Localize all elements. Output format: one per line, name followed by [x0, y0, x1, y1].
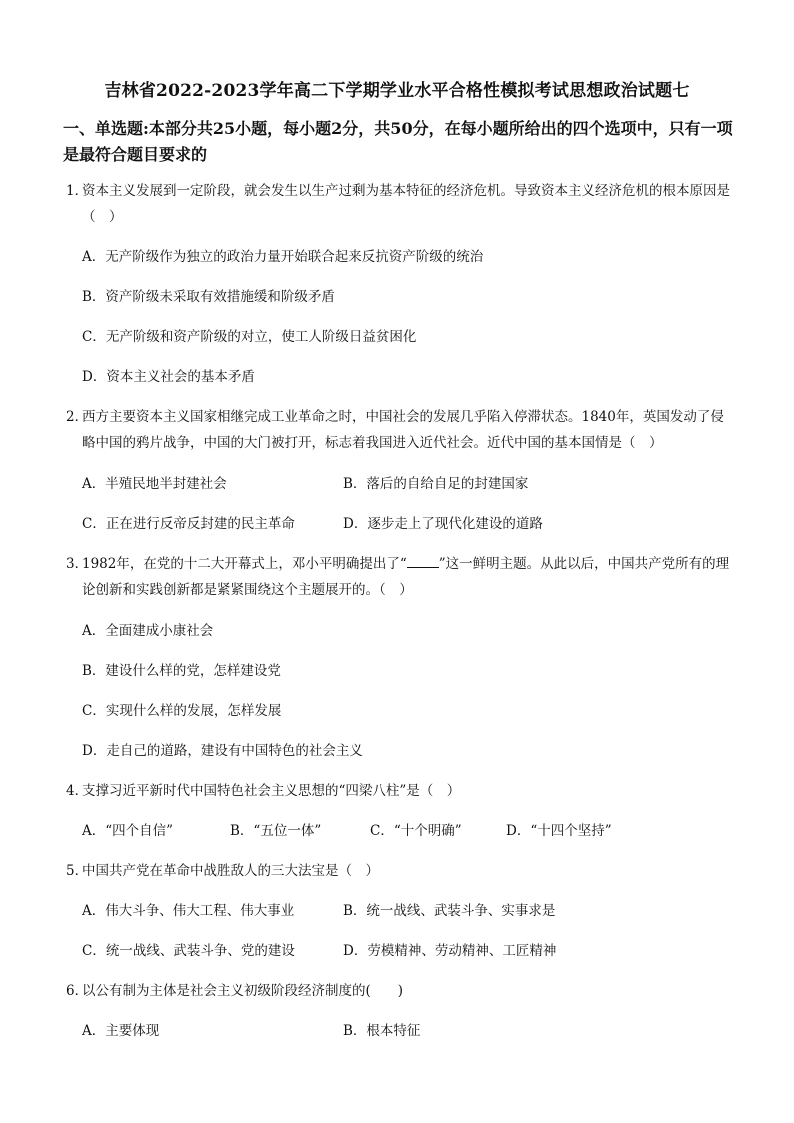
option-c: C．无产阶级和资产阶级的对立，使工人阶级日益贫困化 [82, 329, 417, 345]
option-a: A．无产阶级作为独立的政治力量开始联合起来反抗资产阶级的统治 [82, 249, 484, 265]
option-b: B．根本特征 [343, 1023, 421, 1039]
question-3 [66, 551, 736, 603]
question-stem: 以公有制为主体是社会主义初级阶段经济制度的( ) [82, 983, 404, 999]
option-a: A．主要体现 [82, 1023, 160, 1039]
option-b: B．落后的自给自足的封建国家 [343, 476, 529, 492]
option-b: B．统一战线、武装斗争、实事求是 [343, 903, 556, 919]
option-c: C．“十个明确” [370, 823, 462, 839]
option-d: D．“十四个坚持” [506, 823, 612, 839]
question-number: 1． [66, 183, 89, 199]
question-stem [66, 551, 736, 603]
question-stem: 西方主要资本主义国家相继完成工业革命之时，中国社会的发展几乎陷入停滞状态。1840年，英国发动了侵略中国的鸦片战争，中国的大门被打开，标志着我国进入近代社会。近代中国的基本国情是（ ） [82, 409, 724, 451]
option-d: D．走自己的道路，建设有中国特色的社会主义 [82, 743, 363, 759]
option-c: C．统一战线、武装斗争、党的建设 [82, 943, 295, 959]
question-number: 5． [66, 863, 89, 879]
option-b: B．资产阶级未采取有效措施缓和阶级矛盾 [82, 289, 335, 305]
option-d: D．资本主义社会的基本矛盾 [82, 369, 255, 385]
fill-blank [407, 555, 439, 568]
question-6 [66, 978, 736, 1004]
question-number: 2． [66, 409, 89, 425]
option-b: B．建设什么样的党，怎样建设党 [82, 663, 281, 679]
question-2 [66, 404, 736, 456]
option-b: B．“五位一体” [230, 823, 322, 839]
option-a: A．半殖民地半封建社会 [82, 476, 227, 492]
question-stem: 中国共产党在革命中战胜敌人的三大法宝是（ ） [82, 863, 379, 879]
question-number: 6． [66, 983, 89, 999]
option-c: C．实现什么样的发展，怎样发展 [82, 703, 282, 719]
question-number: 4． [66, 783, 89, 799]
option-c: C．正在进行反帝反封建的民主革命 [82, 516, 295, 532]
question-number: 3． [66, 556, 89, 572]
section-heading: 一、单选题:本部分共25小题，每小题2分，共50分，在每小题所给出的四个选项中，只有一项是最符合题目要求的 [63, 119, 733, 164]
option-d: D．逐步走上了现代化建设的道路 [343, 516, 543, 532]
exam-title: 吉林省2022-2023学年高二下学期学业水平合格性模拟考试思想政治试题七 [104, 81, 690, 101]
question-stem: 支撑习近平新时代中国特色社会主义思想的“四梁八柱”是（ ） [82, 783, 461, 799]
stem-part-2: ”这一鲜明主题。从此以后，中国共产党所有的理论创新和实践创新都是紧紧围绕这个主题展开的。（ ） [82, 556, 730, 598]
stem-part-1: 1982年，在党的十二大开幕式上，邓小平明确提出了“ [82, 556, 407, 572]
option-a: A．伟大斗争、伟大工程、伟大事业 [82, 903, 295, 919]
question-stem: 资本主义发展到一定阶段，就会发生以生产过剩为基本特征的经济危机。导致资本主义经济危机的根本原因是（ ） [82, 183, 730, 225]
option-a: A．“四个自信” [82, 823, 174, 839]
question-1 [66, 178, 736, 230]
option-a: A．全面建成小康社会 [82, 623, 214, 639]
question-4 [66, 778, 736, 804]
question-5 [66, 858, 736, 884]
option-d: D．劳模精神、劳动精神、工匠精神 [343, 943, 557, 959]
